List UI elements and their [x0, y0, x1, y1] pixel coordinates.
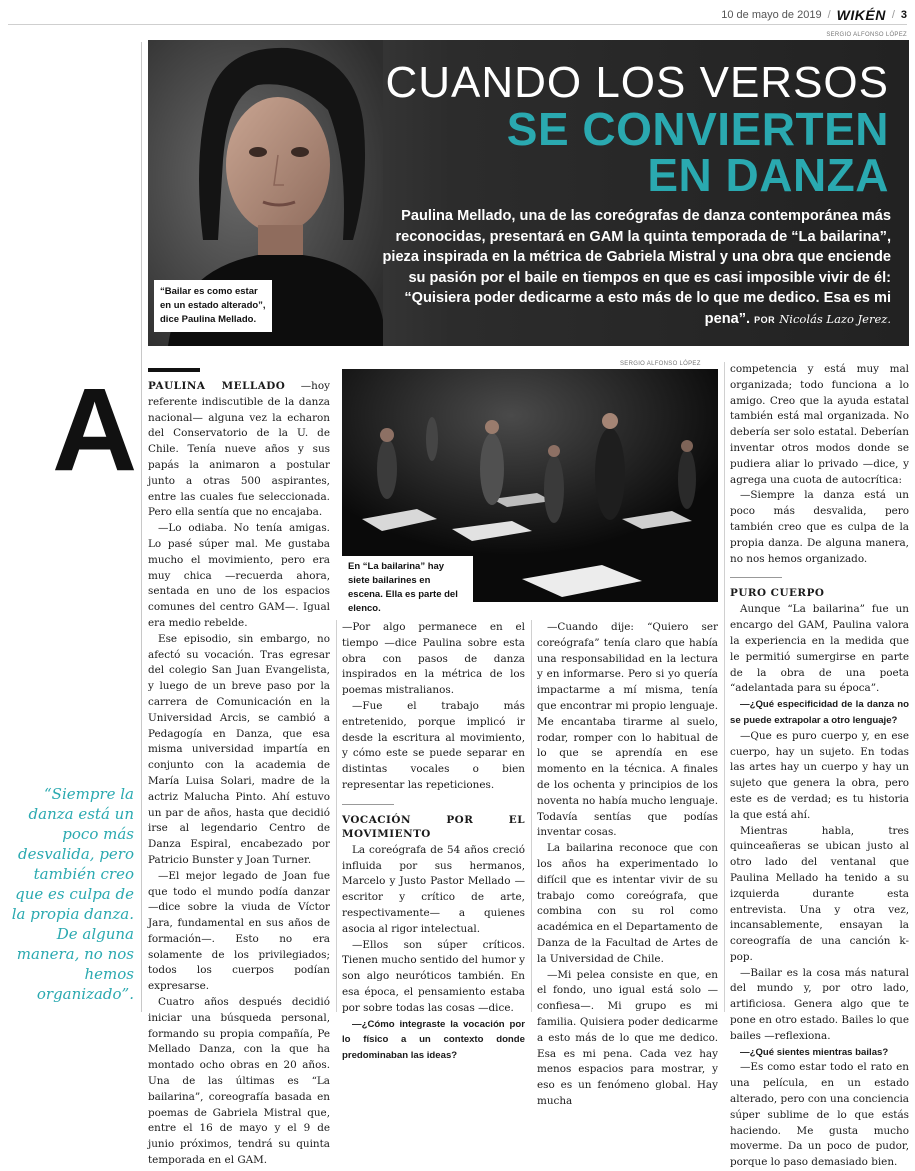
headline-line-2: SE CONVIERTEN: [506, 103, 889, 155]
page-header: [721, 6, 907, 24]
paragraph: —Ellos son súper críticos. Tienen mucho sentido del humor y son algo neuróticos también. En esa época, el pensamiento estaba por sobre todas las cosas —dice.: [342, 938, 525, 1014]
paragraph: —Es como estar todo el rato en una película, en un estado alterado, pero con una conciencia súper sublime de lo que estás haciendo. Me gusta mucho moverme. Da un poco de pudor, porque lo paso demasiado bien.: [730, 1061, 909, 1169]
column-rule: [724, 362, 725, 1012]
article-deck: [371, 206, 891, 330]
paragraph: —El mejor legado de Joan fue que todo el mundo podía danzar —dice sobre la viuda de Víctor Jara, fundamental en sus años de formación—. Esto no era solamente de los privilegiados; todos los cuerpos podían expresarse.: [148, 869, 330, 993]
stage-photo-caption: En “La bailarina” hay siete bailarines en escena. Ella es parte del elenco.: [342, 556, 473, 620]
article-column-2: [342, 620, 525, 1064]
drop-cap: A: [52, 364, 138, 496]
interview-question: —¿Cómo integraste la vocación por lo físico a un contexto donde predominaban las ideas?: [342, 1018, 525, 1062]
paragraph: Ese episodio, sin embargo, no afectó su vocación. Tras egresar del colegio San Juan Evangelista, y luego de un breve paso por la carrera de Comunicación en la Universidad Arcis, se cambió a Pedagogía en Danza, que esa misma universidad impartía en conjunto con la academia de María Luisa Solari, madre de la actriz Malucha Pinto. Ahí estuvo un par de años, hasta que decidió irse al legendario Centro de Danza Espiral, encabezado por Patricio Bunster y Joan Turner.: [148, 632, 330, 866]
section-rule: [730, 577, 782, 578]
paragraph: Mientras habla, tres quinceañeras se ubican justo al otro lado del ventanal que Paulina Mellado ha tenido a su izquierda durante esta entrevista. Una y otra vez, incansablemente, ensayan la coreografía de una canción k-pop.: [730, 824, 909, 963]
section-rule: [342, 804, 394, 805]
interview-question: —¿Qué sientes mientras bailas?: [740, 1046, 889, 1058]
byline-prefix: POR: [754, 314, 776, 325]
lead-name: PAULINA MELLADO: [148, 380, 286, 392]
interview-question: —¿Qué especificidad de la danza no se puede extrapolar a otro lenguaje?: [730, 699, 909, 726]
paragraph: —Lo odiaba. No tenía amigas. Lo pasé súper mal. Me gustaba mucho el movimiento, pero era muy chica —recuerda ahora, sentada en uno de los espacios comunes del centro GAM—. Igual era medio rebelde.: [148, 522, 330, 629]
page-number: 3: [900, 9, 907, 21]
headline-line-1: CUANDO LOS VERSOS: [385, 58, 889, 107]
left-margin-rule: [141, 42, 142, 1012]
column-rule: [336, 620, 337, 1012]
paragraph: —Por algo permanece en el tiempo —dice Paulina sobre esta obra con pasos de danza inspirados en la métrica de los poemas mistralianos.: [342, 621, 525, 697]
paragraph: —Mi pelea consiste en que, en el fondo, uno igual está solo —confiesa—. Mi grupo es mi familia. Quisiera poder dedicarme a esto más de lo que me dedico. Esa es mi pena. Cada vez hay menos espacios para mostrar, y eso es un fenómeno global. Hay mucha: [537, 968, 718, 1107]
paragraph-text: —hoy referente indiscutible de la danza nacional— alguna vez la echaron del Conservatorio de la U. de Chile. Tenía nueve años y sus papás la animaron a postular junto a otras 500 aspirantes, entre las cuales fue seleccionada. Pero ella sentía que no encajaba.: [148, 380, 331, 519]
paragraph: competencia y está muy mal organizada; todo funciona a lo amigo. Creo que la ayuda estatal también está mal organizada. No debería ser solo estatal. Deberían inventar otros modos donde se pudiera aliar lo privado —dice, y agrega una cuota de autocrítica:: [730, 363, 909, 486]
header-separator: /: [827, 9, 831, 21]
section-heading: VOCACIÓN POR EL MOVIMIENTO: [342, 813, 525, 840]
paragraph: —Bailar es la cosa más natural del mundo y, por otro lado, artificiosa. Genera algo que te pone en otro estado. Bailes lo que bailes —reflexiona.: [730, 966, 909, 1042]
headline-line-3: EN DANZA: [647, 149, 889, 201]
paragraph: —Que es puro cuerpo y, en ese cuerpo, hay un sujeto. En todas las artes hay un cuerpo y hay un sujeto que genera la obra, pero este es de verdad; es tu historia la que está ahí.: [730, 729, 909, 821]
paragraph: —Fue el trabajo más entretenido, porque implicó ir desde la escritura al movimiento, y cómo este se puede separar en distintas vocales o bien representar las repeticiones.: [342, 699, 525, 791]
article-column-1: [148, 379, 330, 1169]
paragraph: Cuatro años después decidió iniciar una búsqueda personal, formando su propia compañía, Pe Mellado Danza, con la que ha montado ocho obras en 20 años. Una de las últimas es “La bailarina”, coreografía basada en poemas de Gabriela Mistral que, entre el 16 de mayo y el 9 de junio próximos, tendrá su quinta temporada en el GAM.: [148, 996, 330, 1167]
column-rule: [531, 620, 532, 1012]
hero-banner: [148, 40, 909, 346]
stage-photo-credit: SERGIO ALFONSO LÓPEZ: [620, 361, 701, 367]
paragraph: Aunque “La bailarina” fue un encargo del GAM, Paulina valora la experiencia en la medida que le permitió sumergirse en parte de la obra de una poeta “adelantada para su época”.: [730, 603, 909, 695]
paragraph: —Cuando dije: “Quiero ser coreógrafa” tenía claro que había una responsabilidad en la lectura y en informarse. Pero si yo quería impactarme a mí misma, tenía que encontrar mi propio lenguaje. Me encantaba tirarme al suelo, rodar, romper con lo habitual de lo que se aprendía en ese momento en la técnica. A finales de los ochenta y principios de los noventa no había mucho lenguaje. Todavía sentías que podías inventar cosas.: [537, 621, 718, 839]
issue-date: 10 de mayo de 2019: [721, 9, 822, 21]
pull-quote: “Siempre la danza está un poco más desvalida, pero también creo que es culpa de la propia danza. De alguna manera, no nos hemos organizado”.: [11, 785, 134, 1003]
headline: [385, 58, 889, 201]
paragraph: La bailarina reconoce que con los años ha experimentado lo difícil que es intentar vivir de su trabajo como coreógrafa, que combina con su rol como académica en el Departamento de Danza de la Facultad de Artes de la Universidad de Chile.: [537, 842, 718, 965]
deck-text: Paulina Mellado, una de las coreógrafas de danza contemporánea más reconocidas, presentará en GAM la quinta temporada de “La bailarina”, pieza inspirada en la métrica de Gabriela Mistral y una obra que enciende su pasión por el baile en tiempos en que es casi imposible vivir de él: “Quisiera poder dedicarme a esto más de lo que me dedico. Esa es mi pena”.: [382, 208, 891, 327]
lead-bar: [148, 368, 200, 372]
brand-logo: WIKÉN: [836, 7, 886, 23]
portrait-caption: “Bailar es como estar en un estado alterado”, dice Paulina Mellado.: [154, 280, 272, 332]
article-column-3: [537, 620, 718, 1110]
hero-photo-credit: SERGIO ALFONSO LÓPEZ: [826, 32, 907, 38]
paragraph: La coreógrafa de 54 años creció influida por sus hermanos, Marcelo y Justo Pastor Mellado —escritor y crítico de arte, respectivamente— a quienes asocia al rigor intelectual.: [342, 843, 525, 935]
article-column-4: [730, 362, 909, 1171]
header-rule: [8, 24, 907, 25]
header-separator: /: [891, 9, 895, 21]
section-heading: PURO CUERPO: [730, 587, 825, 600]
byline-author: Nicolás Lazo Jerez.: [779, 311, 891, 326]
paragraph: [148, 379, 330, 521]
paragraph: —Siempre la danza está un poco más desvalida, pero también creo que es culpa de la propia danza. De alguna manera, no nos hemos organizado.: [730, 489, 909, 565]
